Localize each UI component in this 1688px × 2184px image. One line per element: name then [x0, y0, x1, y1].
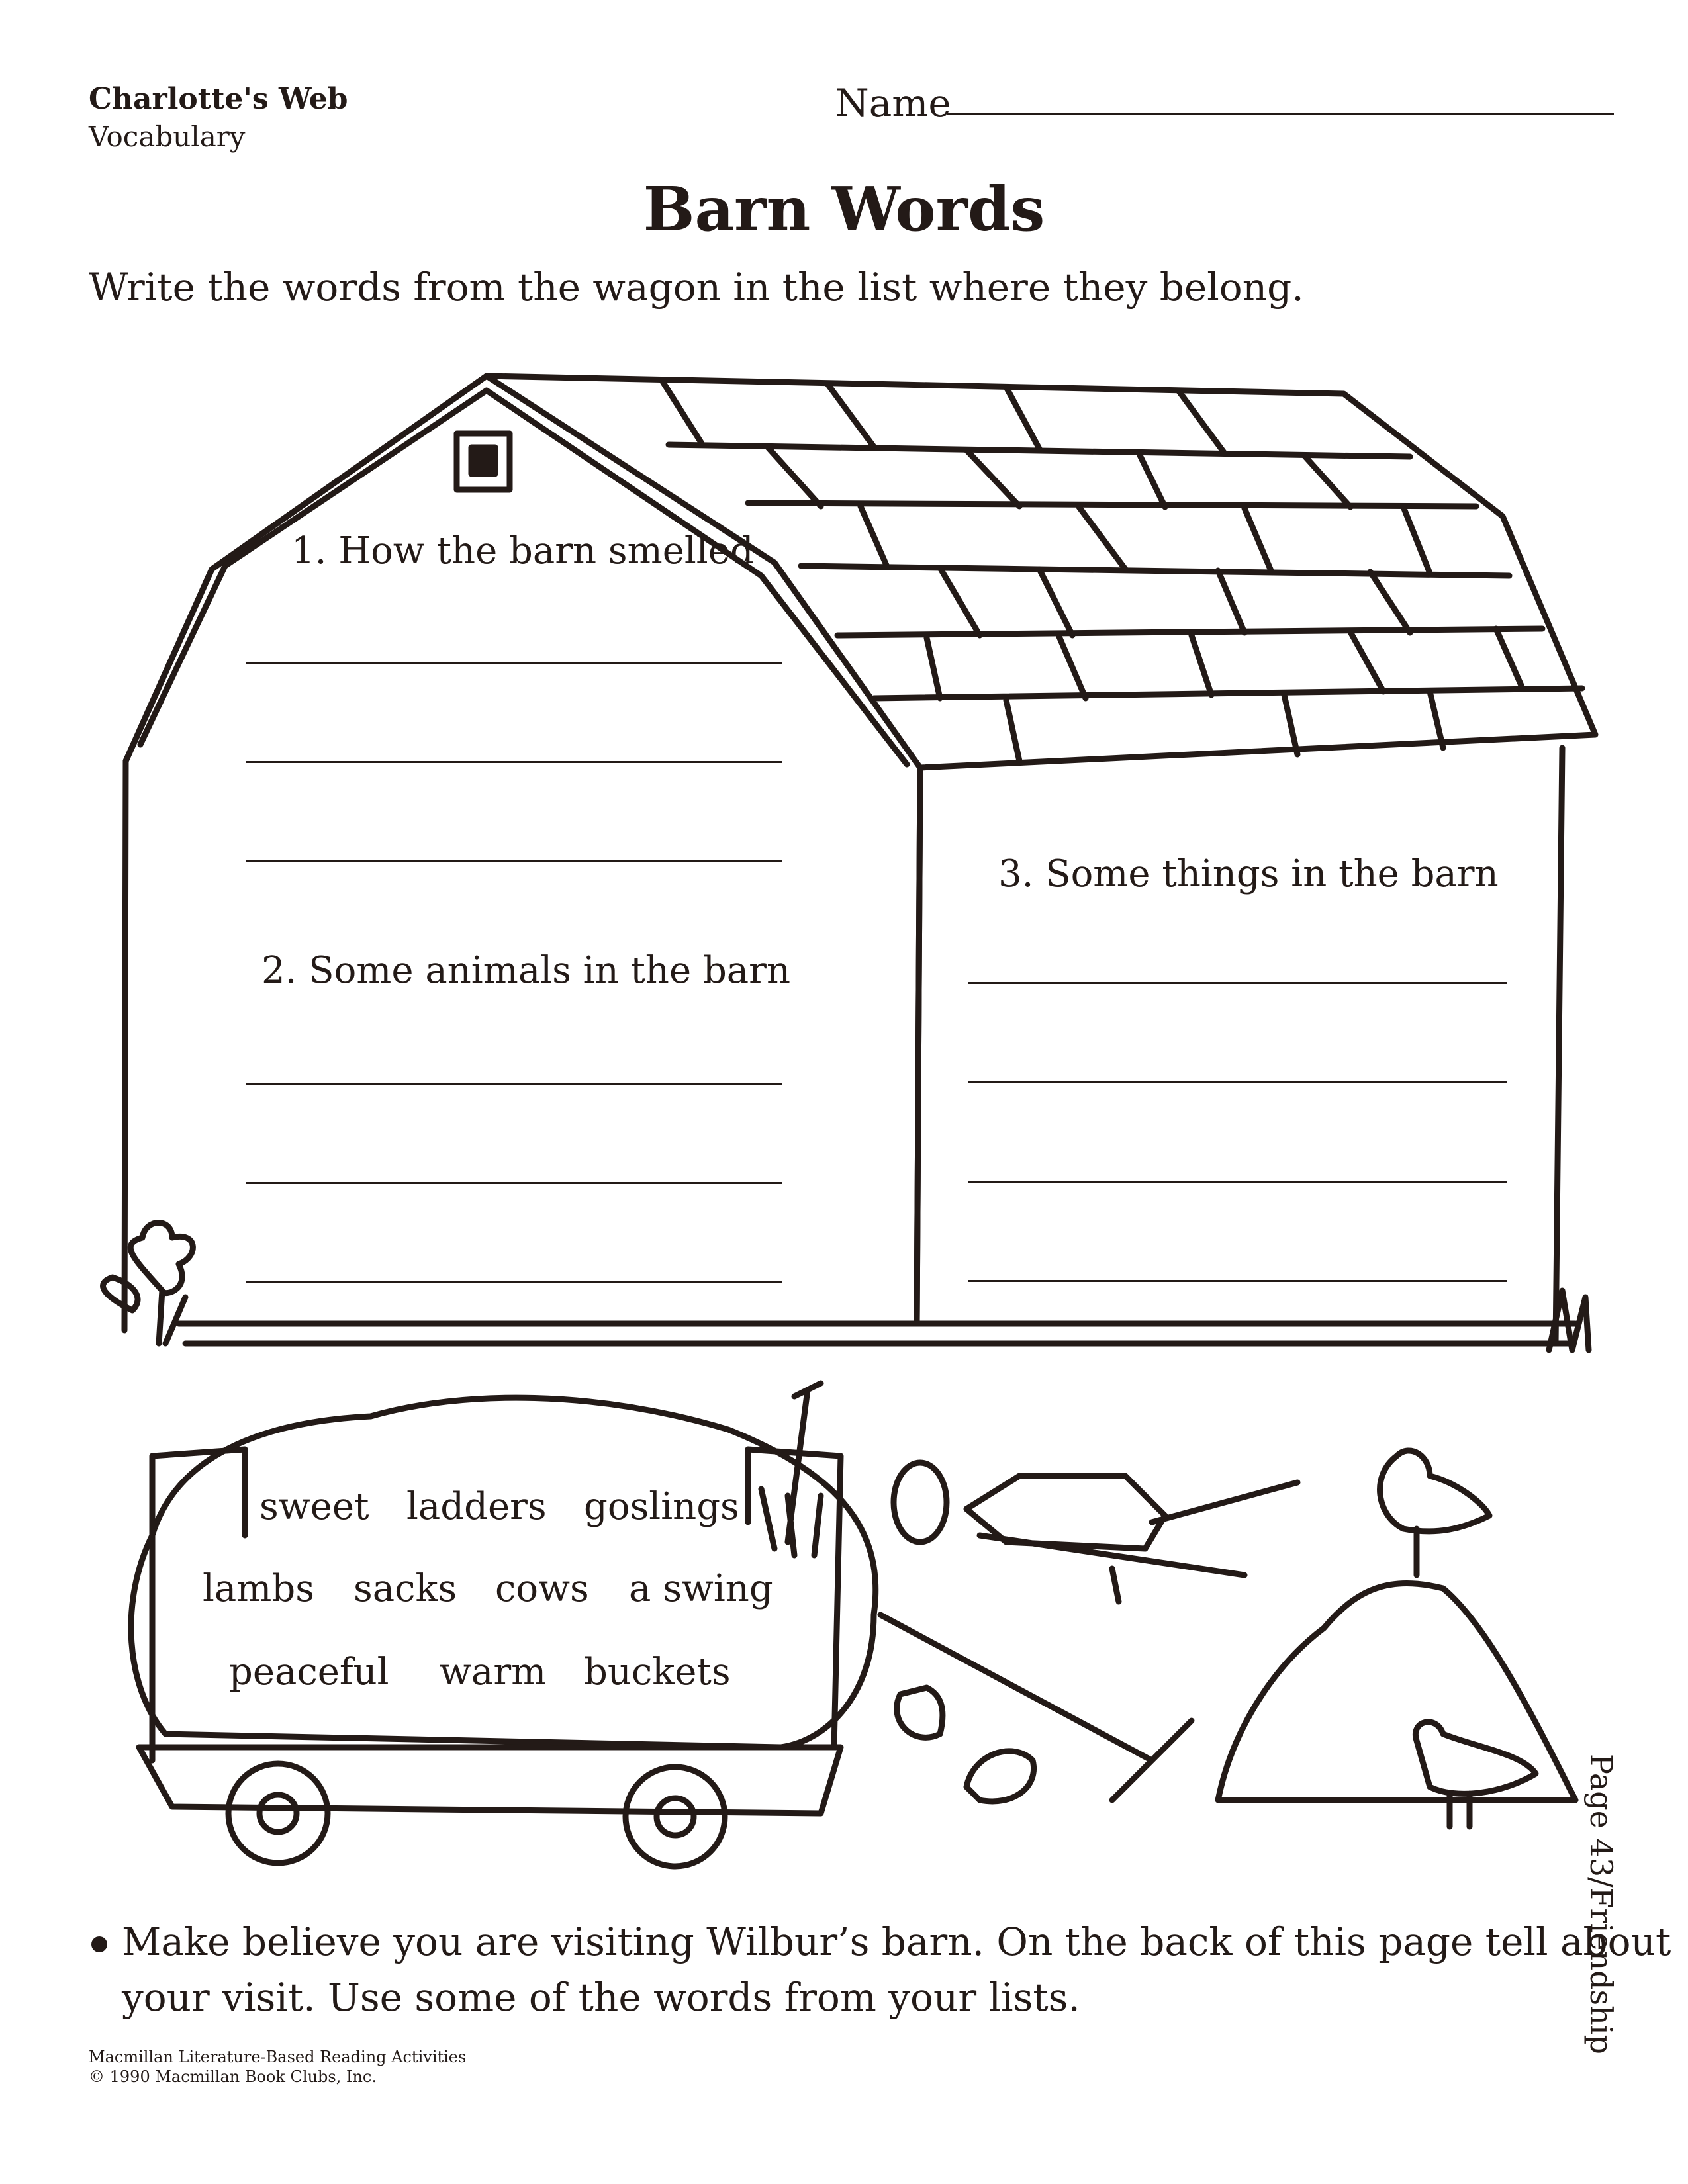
answer-line-things-3[interactable]	[968, 1181, 1507, 1183]
list-label-animals: 2. Some animals in the barn	[261, 949, 791, 992]
answer-line-things-4[interactable]	[968, 1280, 1507, 1282]
wheelbarrow	[966, 1476, 1297, 1602]
list-label-things: 3. Some things in the barn	[998, 852, 1499, 895]
chicken-drawing	[897, 1688, 1034, 1801]
wheelbarrow-wheel	[894, 1463, 947, 1542]
answer-line-things-2[interactable]	[968, 1081, 1507, 1083]
publisher-line: Macmillan Literature-Based Reading Activities	[89, 2048, 467, 2066]
wagon-word: ladders	[406, 1485, 547, 1528]
subject-label: Vocabulary	[89, 120, 246, 153]
instructions: Write the words from the wagon in the list where they belong.	[89, 265, 1304, 310]
book-title: Charlotte's Web	[89, 82, 348, 116]
wagon-word: a swing	[629, 1567, 773, 1610]
barn-side	[917, 748, 1562, 1343]
page-reference: Page 43/Friendship	[1583, 1754, 1619, 2054]
list-label-smell: 1. How the barn smelled	[291, 529, 754, 572]
page-title: Barn Words	[643, 173, 1045, 245]
activity-prompt-line-1: Make believe you are visiting Wilbur’s barn. On the back of this page tell about	[122, 1919, 1671, 1964]
wagon-word: cows	[495, 1567, 589, 1610]
wagon-word: warm	[440, 1651, 547, 1694]
barn-front	[124, 376, 920, 1330]
answer-line-animals-1[interactable]	[246, 1083, 782, 1085]
wagon-word: sweet	[259, 1485, 369, 1528]
copyright-line: © 1990 Macmillan Book Clubs, Inc.	[89, 2068, 377, 2086]
bullet-icon	[91, 1936, 107, 1952]
wagon-wheel-left	[228, 1764, 328, 1863]
wagon-word: lambs	[203, 1567, 314, 1610]
activity-prompt-line-2: your visit. Use some of the words from your lists.	[122, 1975, 1080, 2020]
duck-drawing	[1415, 1722, 1536, 1827]
wagon-word: sacks	[353, 1567, 457, 1610]
haystack	[1218, 1584, 1575, 1801]
wagon-word: buckets	[584, 1651, 731, 1694]
answer-line-animals-2[interactable]	[246, 1182, 782, 1184]
answer-line-things-1[interactable]	[968, 982, 1507, 984]
wagon-word: peaceful	[229, 1651, 389, 1694]
answer-line-smell-3[interactable]	[246, 860, 782, 862]
answer-line-animals-3[interactable]	[246, 1281, 782, 1283]
name-label: Name	[835, 81, 951, 126]
answer-line-smell-1[interactable]	[246, 662, 782, 664]
wagon-word: goslings	[584, 1485, 739, 1528]
ground-line	[179, 1324, 1575, 1343]
answer-line-smell-2[interactable]	[246, 761, 782, 763]
rooster-drawing	[1380, 1451, 1489, 1575]
wagon-wheel-right	[626, 1767, 725, 1866]
